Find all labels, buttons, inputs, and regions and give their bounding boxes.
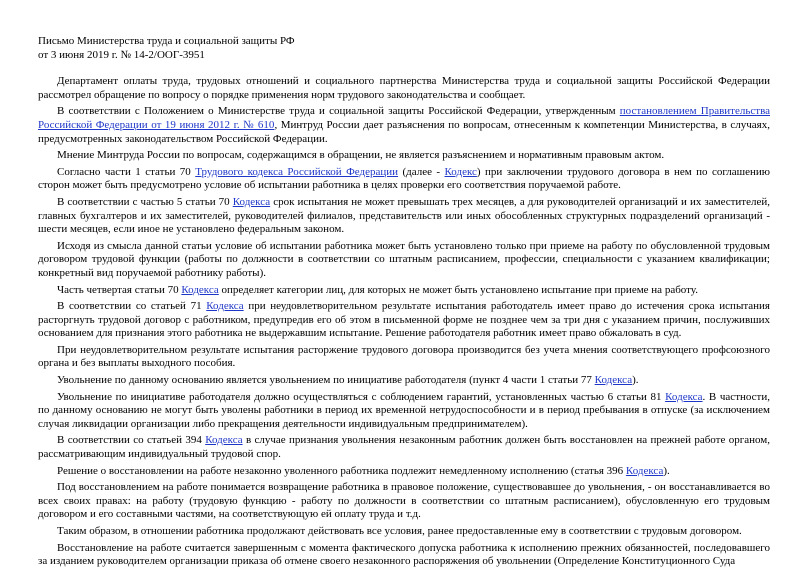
document-link[interactable]: Кодекса [232, 195, 271, 208]
document-date-number: от 3 июня 2019 г. № 14-2/ООГ-3951 [38, 48, 205, 61]
paragraph-text: Таким образом, в отношении работника продолжают действовать все условия, ранее предоставленные ему в соответствии с трудовым договором. [57, 525, 742, 537]
document-body [38, 75, 770, 569]
paragraph [38, 166, 770, 193]
paragraph-text: в случае признания увольнения незаконным работник должен быть восстановлен на прежней работе органом, рассматривающим индивидуальный трудовой спор. [38, 434, 770, 461]
paragraph-text: . В частности, по данному основанию не могут быть уволены работники в период их временной нетрудоспособности и в период пребывания в отпуске (за исключением случая ликвидации организации либо прекращения деятельности индивидуальным предпринимателем). [38, 390, 770, 430]
paragraph [38, 300, 770, 341]
paragraph [38, 525, 770, 539]
paragraph-text: Решение о восстановлении на работе незаконно уволенного работника подлежит немедленному исполнению (статья 396 [57, 464, 626, 477]
paragraph [38, 196, 770, 237]
paragraph [38, 240, 770, 281]
paragraph [38, 542, 770, 569]
paragraph-text: , Минтруд России дает разъяснения по вопросам, отнесенным к компетенции Министерства, в случаях, предусмотренных законодательством Российской Федерации. [38, 118, 770, 145]
paragraph-text: при неудовлетворительном результате испытания работодатель имеет право до истечения срока испытания расторгнуть трудовой договор с работником, предупредив его об этом в письменной форме не позднее чем за три дня с указанием причин, послуживших основанием для признания этого работника не выдержавшим испытание. Решение работодателя работник имеет право обжаловать в суд. [38, 300, 770, 340]
document-title: Письмо Министерства труда и социальной защиты РФ [38, 35, 295, 47]
paragraph-text: Часть четвертая статьи 70 [57, 283, 182, 296]
paragraph-text: срок испытания не может превышать трех месяцев, а для руководителей организаций и их заместителей, главных бухгалтеров и их заместителей, руководителей филиалов, представительств или иных обособленных структурных подразделений организаций - шести месяцев, если иное не установлено федеральным законом. [38, 195, 771, 236]
paragraph [38, 481, 770, 522]
paragraph [38, 344, 770, 371]
document-link[interactable]: Кодекса [181, 283, 219, 296]
paragraph-text: Мнение Минтруда России по вопросам, содержащимся в обращении, не является разъяснением и нормативным правовым актом. [57, 149, 665, 162]
paragraph [38, 374, 770, 388]
document-link[interactable]: Кодекса [594, 374, 633, 387]
paragraph [38, 105, 770, 146]
paragraph [38, 391, 770, 432]
document-link[interactable]: Кодекса [206, 300, 244, 313]
paragraph-text: Под восстановлением на работе понимается возвращение работника в правовое положение, существовавшее до увольнения, - он восстанавливается во всех своих правах: на работу (трудовую функцию - работу по должности в соответствии со штатным расписанием), обусловленную его трудовым договором и его составными частями, на соответствующую ей оплату труда и т.д. [38, 481, 770, 521]
document-link[interactable]: Трудового кодекса Российской Федерации [195, 165, 399, 178]
title-spacer [38, 62, 770, 75]
paragraph-text: определяет категории лиц, для которых не может быть установлено испытание при приеме на работу. [218, 283, 698, 296]
paragraph-text: ). [632, 374, 639, 387]
paragraph-text: (далее - [398, 165, 445, 178]
paragraph [38, 465, 770, 479]
paragraph [38, 284, 770, 298]
paragraph-text: При неудовлетворительном результате испытания расторжение трудового договора производится без учета мнения соответствующего профсоюзного органа и без выплаты выходного пособия. [38, 343, 770, 370]
paragraph [38, 149, 770, 163]
document-link[interactable]: Кодекса [665, 390, 703, 403]
paragraph-text: Восстановление на работе считается завершенным с момента фактического допуска работника к исполнению прежних обязанностей, последовавшего за изданием руководителем организации приказа об отмене своего незаконного распоряжения об увольнении (Определение Конституционного Суда [38, 541, 770, 568]
paragraph-text: ) при заключении трудового договора в нем по соглашению сторон может быть предусмотрено условие об испытании работника в целях проверки его соответствия поручаемой работе. [38, 165, 771, 192]
document-link[interactable]: Кодекса [625, 464, 664, 477]
document-link[interactable]: Кодекс [444, 165, 477, 178]
paragraph-text: Увольнение по данному основанию является увольнением по инициативе работодателя (пункт 4 части 1 статьи 77 [57, 374, 595, 387]
paragraph-text: ). [663, 464, 670, 477]
paragraph [38, 75, 770, 102]
paragraph-text: В соответствии со статьей 71 [57, 300, 207, 313]
paragraph-text: Департамент оплаты труда, трудовых отношений и социального партнерства Министерства труда и социальной защиты Российской Федерации рассмотрел обращение по вопросу о порядке применения норм трудового законодательства и сообщает. [38, 75, 770, 101]
paragraph-text: В соответствии со статьей 394 [57, 434, 206, 447]
paragraph-text: Согласно части 1 статьи 70 [57, 165, 196, 178]
paragraph [38, 434, 770, 461]
document-link[interactable]: Кодекса [205, 434, 243, 447]
paragraph-text: В соответствии с частью 5 статьи 70 [57, 195, 233, 208]
paragraph-text: Увольнение по инициативе работодателя должно осуществляться с соблюдением гарантий, установленных частью 6 статьи 81 [57, 390, 666, 403]
document-link[interactable]: постановлением Правительства Российской Федерации от 19 июня 2012 г. № 610 [38, 105, 770, 131]
paragraph-text: Исходя из смысла данной статьи условие об испытании работника может быть установлено только при приеме на работу по обусловленной трудовым договором трудовой функции (работы по должности в соответствии со штатным расписанием, профессии, специальности с указанием квалификации; конкретный вид поручаемой работнику работы). [38, 239, 770, 279]
paragraph-text: В соответствии с Положением о Министерстве труда и социальной защиты Российской Федерации, утвержденным [57, 105, 620, 118]
